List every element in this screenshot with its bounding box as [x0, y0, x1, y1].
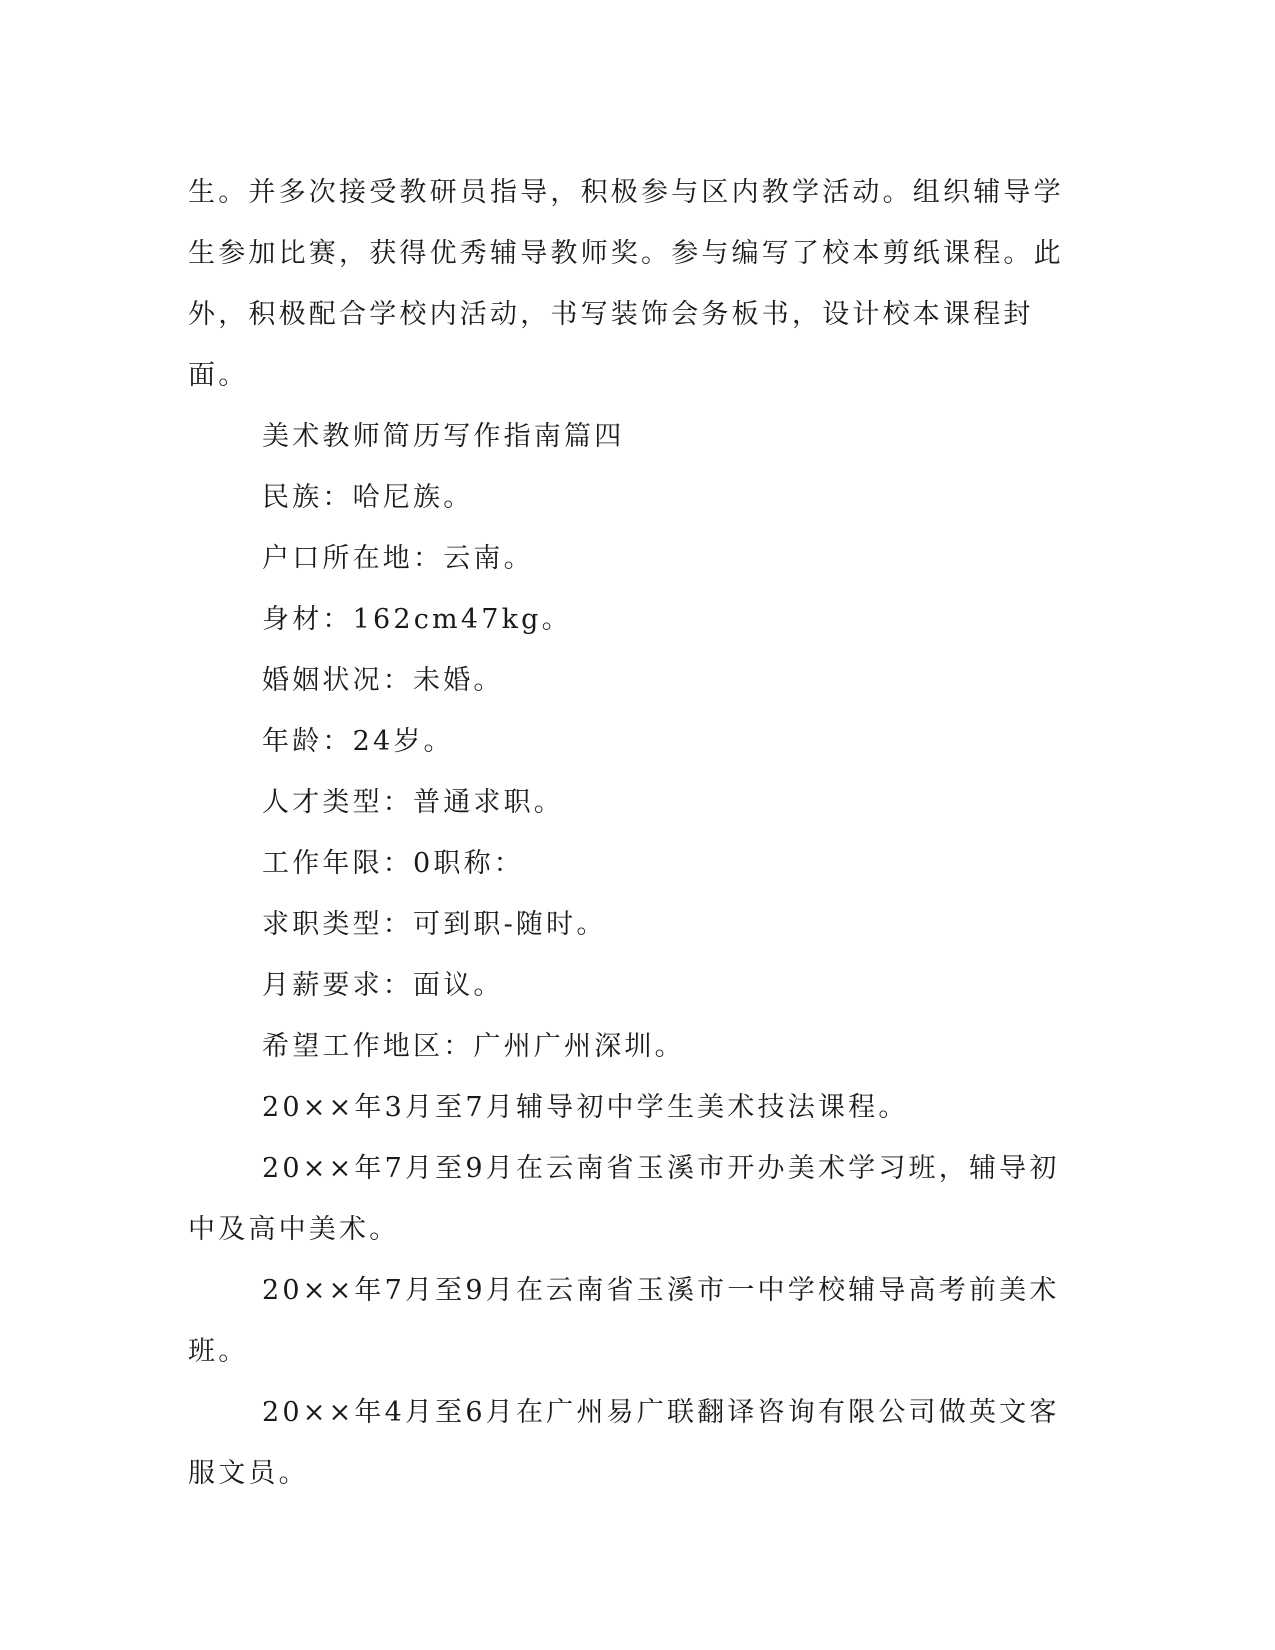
field-age: 年龄：24岁。	[262, 726, 454, 757]
document-body	[188, 162, 1068, 1504]
field-salary: 月薪要求：面议。	[262, 970, 504, 1001]
field-job-type: 求职类型：可到职-随时。	[262, 909, 607, 940]
section-heading: 美术教师简历写作指南篇四	[262, 421, 625, 452]
field-work-years: 工作年限：0职称：	[262, 848, 524, 879]
field-work-region: 希望工作地区：广州广州深圳。	[262, 1031, 685, 1062]
field-talent-type: 人才类型：普通求职。	[262, 787, 564, 818]
field-marital-status: 婚姻状况：未婚。	[262, 665, 504, 696]
field-ethnicity: 民族：哈尼族。	[262, 482, 474, 513]
field-body: 身材：162cm47kg。	[262, 604, 572, 635]
experience-item: 20××年4月至6月在广州易广联翻译咨询有限公司做英文客服文员。	[188, 1397, 1060, 1489]
field-household-registration: 户口所在地：云南。	[262, 543, 534, 574]
experience-item: 20××年7月至9月在云南省玉溪市开办美术学习班，辅导初中及高中美术。	[188, 1153, 1060, 1245]
experience-item: 20××年7月至9月在云南省玉溪市一中学校辅导高考前美术班。	[188, 1275, 1060, 1367]
paragraph-continuation: 生。并多次接受教研员指导，积极参与区内教学活动。组织辅导学生参加比赛，获得优秀辅导教师奖。参与编写了校本剪纸课程。此外，积极配合学校内活动，书写装饰会务板书，设计校本课程封面。	[188, 177, 1064, 391]
experience-item: 20××年3月至7月辅导初中学生美术技法课程。	[262, 1092, 909, 1123]
